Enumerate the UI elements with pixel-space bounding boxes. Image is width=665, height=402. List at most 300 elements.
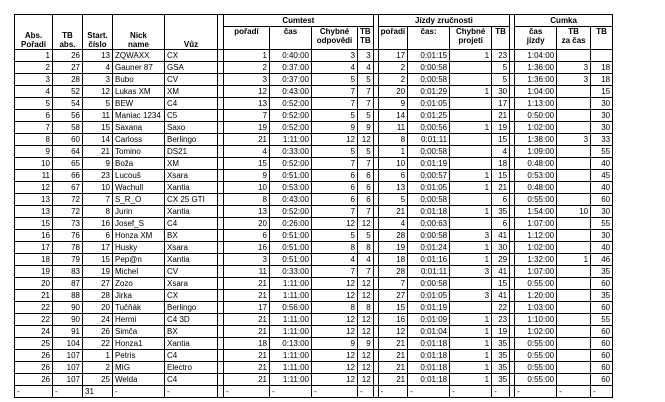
cell-ct-tb: 7 [358, 206, 374, 218]
header-jz-tb: TB [492, 27, 510, 50]
cell-jz-tb: 41 [492, 290, 510, 302]
table-row [15, 98, 613, 110]
cell-nick: Bubo [113, 74, 165, 86]
cell-start-cislo: 7 [83, 194, 113, 206]
cell-ct-cas: 0:33:00 [270, 146, 312, 158]
cell-ct-poradi: 12 [224, 86, 270, 98]
cell-cu-cas: 1:54:00 [515, 206, 557, 218]
cell-jz-chybne: 1 [450, 314, 492, 326]
cell-cu-cas: - [515, 386, 557, 398]
cell-abs-poradi: 4 [15, 86, 53, 98]
cell-start-cislo: 21 [83, 146, 113, 158]
cell-ct-poradi: 16 [224, 242, 270, 254]
cell-nick: Josef_S [113, 218, 165, 230]
cell-jz-chybne [450, 302, 492, 314]
cell-ct-poradi: 8 [224, 194, 270, 206]
cell-jz-tb: 5 [492, 74, 510, 86]
cell-cu-tb: 30 [591, 98, 613, 110]
cell-nick: Gauner 87 [113, 62, 165, 74]
cell-jz-poradi: 2 [378, 62, 407, 74]
cell-abs-poradi: 2 [15, 62, 53, 74]
cell-abs-poradi: 9 [15, 146, 53, 158]
cell-jz-cas: 0:01:18 [408, 362, 450, 374]
cell-ct-cas: 0:52:00 [270, 110, 312, 122]
cell-tb-abs: 79 [53, 254, 83, 266]
cell-jz-poradi: 20 [378, 86, 407, 98]
cell-vuz: Xantia [165, 254, 218, 266]
cell-ct-chybne: 12 [312, 326, 358, 338]
cell-start-cislo: 16 [83, 218, 113, 230]
cell-abs-poradi: 24 [15, 326, 53, 338]
cell-tb-abs: 107 [53, 362, 83, 374]
cell-ct-tb: 5 [358, 110, 374, 122]
cell-jz-poradi: 28 [378, 266, 407, 278]
table-row [15, 194, 613, 206]
cell-tb-abs: - [53, 386, 83, 398]
table-row [15, 206, 613, 218]
cell-ct-poradi: 21 [224, 314, 270, 326]
cell-nick: Jurin [113, 206, 165, 218]
cell-nick: - [113, 386, 165, 398]
cell-cu-cas: 1:09:00 [515, 146, 557, 158]
cell-jz-chybne: 3 [450, 290, 492, 302]
header-cu-cas: čas jízdy [515, 27, 557, 50]
cell-ct-chybne: 6 [312, 194, 358, 206]
cell-abs-poradi: 22 [15, 302, 53, 314]
cell-tb-abs: 87 [53, 278, 83, 290]
cell-cu-tb-zacas [557, 326, 591, 338]
cell-cu-cas: 1:36:00 [515, 62, 557, 74]
cell-ct-tb: 12 [358, 374, 374, 386]
table-row [15, 218, 613, 230]
cell-ct-chybne: 6 [312, 170, 358, 182]
cell-vuz: XM [165, 158, 218, 170]
cell-jz-chybne: 1 [450, 254, 492, 266]
cell-cu-tb-zacas [557, 290, 591, 302]
cell-ct-cas: 1:11:00 [270, 374, 312, 386]
cell-cu-tb: 30 [591, 110, 613, 122]
cell-abs-poradi: 10 [15, 158, 53, 170]
cell-jz-tb: 21 [492, 110, 510, 122]
cell-jz-tb: 6 [492, 194, 510, 206]
cell-vuz: Xantia [165, 206, 218, 218]
cell-ct-tb: 12 [358, 314, 374, 326]
cell-vuz: BX [165, 230, 218, 242]
cell-vuz: CX [165, 290, 218, 302]
cell-jz-chybne: 1 [450, 206, 492, 218]
cell-cu-tb: 18 [591, 62, 613, 74]
cell-nick: Husky [113, 242, 165, 254]
cell-ct-chybne: 4 [312, 62, 358, 74]
cell-ct-poradi: 15 [224, 158, 270, 170]
cell-jz-cas: 0:01:11 [408, 134, 450, 146]
cell-vuz: C4 [165, 98, 218, 110]
cell-abs-poradi: 26 [15, 350, 53, 362]
cell-jz-tb: 15 [492, 170, 510, 182]
cell-ct-poradi: 1 [224, 50, 270, 62]
cell-abs-poradi: 1 [15, 50, 53, 62]
cell-vuz: CX 25 GTI [165, 194, 218, 206]
cell-ct-tb: 7 [358, 266, 374, 278]
table-row [15, 122, 613, 134]
cell-nick: Welda [113, 374, 165, 386]
header-nick-name: Nick name [113, 15, 165, 50]
cell-jz-poradi: 21 [378, 374, 407, 386]
cell-ct-poradi: 13 [224, 98, 270, 110]
cell-ct-chybne: 8 [312, 302, 358, 314]
cell-cu-tb-zacas [557, 242, 591, 254]
cell-start-cislo: 6 [83, 230, 113, 242]
cell-cu-tb: 55 [591, 314, 613, 326]
cell-abs-poradi: 6 [15, 110, 53, 122]
cell-ct-poradi: 21 [224, 134, 270, 146]
header-start-cislo: Start. číslo [83, 15, 113, 50]
cell-vuz: Berlingo [165, 302, 218, 314]
cell-jz-tb: 41 [492, 266, 510, 278]
cell-cu-tb-zacas: - [557, 386, 591, 398]
cell-cu-tb: 30 [591, 122, 613, 134]
cell-vuz: C4 [165, 218, 218, 230]
cell-start-cislo: 31 [83, 386, 113, 398]
cell-jz-tb: 35 [492, 206, 510, 218]
cell-cu-cas: 1:12:00 [515, 230, 557, 242]
cell-jz-tb: 23 [492, 314, 510, 326]
cell-jz-poradi: 21 [378, 206, 407, 218]
cell-cu-tb: 35 [591, 290, 613, 302]
cell-start-cislo: 12 [83, 86, 113, 98]
group-cumka: Cumka [515, 15, 613, 27]
cell-tb-abs: 66 [53, 170, 83, 182]
cell-jz-poradi: 1 [378, 146, 407, 158]
cell-start-cislo: 25 [83, 374, 113, 386]
cell-cu-tb-zacas [557, 98, 591, 110]
cell-jz-poradi: 10 [378, 158, 407, 170]
cell-nick: Lucouš [113, 170, 165, 182]
cell-jz-poradi: 2 [378, 74, 407, 86]
cell-cu-cas: 1:20:00 [515, 290, 557, 302]
table-row [15, 338, 613, 350]
cell-ct-poradi: 21 [224, 374, 270, 386]
cell-ct-chybne: 12 [312, 218, 358, 230]
cell-ct-poradi: - [224, 386, 270, 398]
cell-cu-cas: 1:02:00 [515, 242, 557, 254]
cell-cu-cas: 1:07:00 [515, 218, 557, 230]
cell-cu-tb: 60 [591, 278, 613, 290]
cell-ct-cas: 0:51:00 [270, 254, 312, 266]
table-row [15, 62, 613, 74]
group-cumtest: Cumtest [224, 15, 374, 27]
cell-nick: Zozo [113, 278, 165, 290]
cell-abs-poradi: 7 [15, 122, 53, 134]
table-row [15, 254, 613, 266]
cell-ct-cas: 1:11:00 [270, 314, 312, 326]
header-ct-chybne: Chybné odpovědi [312, 27, 358, 50]
cell-nick: Boža [113, 158, 165, 170]
cell-nick: Hermi [113, 314, 165, 326]
cell-cu-cas: 1:38:00 [515, 134, 557, 146]
cell-cu-cas: 1:04:00 [515, 50, 557, 62]
cell-cu-tb: 60 [591, 374, 613, 386]
cell-cu-tb: 18 [591, 74, 613, 86]
header-ct-cas: čas [270, 27, 312, 50]
cell-cu-tb-zacas [557, 110, 591, 122]
cell-ct-poradi: 20 [224, 218, 270, 230]
cell-ct-cas: 0:56:00 [270, 302, 312, 314]
cell-ct-chybne: 12 [312, 362, 358, 374]
cell-cu-tb-zacas [557, 86, 591, 98]
cell-tb-abs: 28 [53, 74, 83, 86]
cell-cu-tb: 40 [591, 242, 613, 254]
cell-jz-tb: 35 [492, 350, 510, 362]
cell-abs-poradi: 11 [15, 170, 53, 182]
cell-jz-cas: 0:01:18 [408, 374, 450, 386]
cell-ct-tb: 5 [358, 230, 374, 242]
cell-cu-cas: 0:48:00 [515, 158, 557, 170]
cell-ct-chybne: 5 [312, 110, 358, 122]
cell-vuz: C4 [165, 350, 218, 362]
cell-tb-abs: 107 [53, 350, 83, 362]
cell-tb-abs: 90 [53, 302, 83, 314]
cell-ct-tb: 3 [358, 50, 374, 62]
cell-jz-cas: 0:00:58 [408, 278, 450, 290]
cell-jz-chybne [450, 110, 492, 122]
cell-cu-tb-zacas [557, 362, 591, 374]
cell-jz-poradi: 18 [378, 254, 407, 266]
cell-ct-tb: 5 [358, 146, 374, 158]
cell-vuz: Xsara [165, 242, 218, 254]
table-row [15, 134, 613, 146]
cell-ct-cas: 0:13:00 [270, 338, 312, 350]
cell-cu-tb-zacas: 3 [557, 74, 591, 86]
cell-ct-chybne: 5 [312, 146, 358, 158]
cell-jz-chybne: 1 [450, 326, 492, 338]
cell-ct-tb: 12 [358, 290, 374, 302]
cell-cu-tb: 15 [591, 86, 613, 98]
cell-cu-cas: 1:02:00 [515, 122, 557, 134]
cell-tb-abs: 60 [53, 134, 83, 146]
cell-tb-abs: 65 [53, 158, 83, 170]
cell-ct-poradi: 10 [224, 182, 270, 194]
table-row [15, 158, 613, 170]
cell-ct-cas: 0:51:00 [270, 242, 312, 254]
cell-abs-poradi: 3 [15, 74, 53, 86]
cell-vuz: Xsara [165, 278, 218, 290]
cell-tb-abs: 76 [53, 230, 83, 242]
cell-jz-cas: 0:01:29 [408, 86, 450, 98]
header-ct-tb: TB TB [358, 27, 374, 50]
cell-jz-poradi: 9 [378, 98, 407, 110]
cell-jz-tb: 17 [492, 98, 510, 110]
cell-vuz: Saxo [165, 122, 218, 134]
cell-start-cislo: 9 [83, 158, 113, 170]
table-row [15, 230, 613, 242]
cell-jz-cas: 0:01:04 [408, 326, 450, 338]
table-row [15, 74, 613, 86]
cell-ct-poradi: 21 [224, 290, 270, 302]
cell-cu-tb-zacas [557, 50, 591, 62]
cell-jz-cas: 0:01:09 [408, 314, 450, 326]
cell-cu-tb-zacas [557, 122, 591, 134]
results-table [14, 14, 613, 398]
cell-nick: Wachull [113, 182, 165, 194]
cell-abs-poradi: 12 [15, 182, 53, 194]
cell-cu-tb: 40 [591, 182, 613, 194]
cell-ct-poradi: 7 [224, 110, 270, 122]
cell-start-cislo: 17 [83, 242, 113, 254]
cell-jz-cas: 0:01:11 [408, 266, 450, 278]
cell-ct-chybne: 5 [312, 230, 358, 242]
cell-jz-tb: 41 [492, 230, 510, 242]
cell-jz-cas: 0:00:57 [408, 170, 450, 182]
header-jz-cas: čas: [408, 27, 450, 50]
cell-cu-cas: 0:55:00 [515, 338, 557, 350]
cell-vuz: CV [165, 74, 218, 86]
cell-cu-tb: 60 [591, 362, 613, 374]
cell-nick: Michel [113, 266, 165, 278]
cell-jz-poradi: 19 [378, 242, 407, 254]
cell-ct-chybne: 5 [312, 74, 358, 86]
cell-vuz: XM [165, 86, 218, 98]
cell-jz-chybne: 1 [450, 242, 492, 254]
cell-ct-chybne: 12 [312, 350, 358, 362]
cell-jz-cas: 0:00:56 [408, 122, 450, 134]
cell-ct-poradi: 9 [224, 170, 270, 182]
cell-start-cislo: 26 [83, 326, 113, 338]
cell-abs-poradi: 16 [15, 230, 53, 242]
cell-ct-chybne: 3 [312, 50, 358, 62]
cell-vuz: Xsara [165, 170, 218, 182]
cell-ct-poradi: 18 [224, 338, 270, 350]
cell-ct-poradi: 21 [224, 326, 270, 338]
header-ct-poradi: pořadí [224, 27, 270, 50]
cell-ct-chybne: 12 [312, 290, 358, 302]
cell-cu-cas: 1:03:00 [515, 302, 557, 314]
cell-jz-poradi: 7 [378, 278, 407, 290]
cell-tb-abs: 107 [53, 374, 83, 386]
cell-cu-cas: 0:55:00 [515, 278, 557, 290]
cell-cu-tb-zacas [557, 374, 591, 386]
cell-cu-cas: 1:36:00 [515, 74, 557, 86]
cell-ct-tb: 7 [358, 158, 374, 170]
cell-tb-abs: 54 [53, 98, 83, 110]
cell-tb-abs: 78 [53, 242, 83, 254]
cell-nick: Jirka [113, 290, 165, 302]
cell-vuz: GSA [165, 62, 218, 74]
cell-ct-cas: 1:11:00 [270, 326, 312, 338]
cell-nick: Honza XM [113, 230, 165, 242]
cell-cu-tb-zacas [557, 230, 591, 242]
cell-abs-poradi: 13 [15, 194, 53, 206]
cell-start-cislo: 14 [83, 134, 113, 146]
cell-jz-tb: 29 [492, 254, 510, 266]
cell-cu-cas: 0:55:00 [515, 194, 557, 206]
cell-abs-poradi: 25 [15, 338, 53, 350]
cell-cu-cas: 1:32:00 [515, 254, 557, 266]
cell-start-cislo: 22 [83, 338, 113, 350]
cell-jz-poradi: 21 [378, 338, 407, 350]
cell-start-cislo: 2 [83, 362, 113, 374]
cell-ct-chybne: 7 [312, 206, 358, 218]
cell-abs-poradi: 13 [15, 206, 53, 218]
cell-abs-poradi: 19 [15, 266, 53, 278]
cell-ct-chybne: 7 [312, 86, 358, 98]
cell-ct-chybne: 6 [312, 182, 358, 194]
cell-tb-abs: 26 [53, 50, 83, 62]
cell-jz-cas: 0:01:05 [408, 182, 450, 194]
cell-cu-tb-zacas [557, 278, 591, 290]
cell-jz-poradi: 21 [378, 362, 407, 374]
cell-ct-chybne: 12 [312, 314, 358, 326]
cell-cu-tb-zacas [557, 158, 591, 170]
cell-nick: S_R_O [113, 194, 165, 206]
cell-start-cislo: 1 [83, 350, 113, 362]
cell-jz-poradi: 15 [378, 302, 407, 314]
cell-cu-cas: 0:48:00 [515, 182, 557, 194]
cell-tb-abs: 27 [53, 62, 83, 74]
cell-jz-cas: 0:00:63 [408, 218, 450, 230]
cell-ct-cas: 0:33:00 [270, 266, 312, 278]
cell-tb-abs: 64 [53, 146, 83, 158]
cell-ct-cas: 1:11:00 [270, 278, 312, 290]
cell-start-cislo: 24 [83, 314, 113, 326]
cell-abs-poradi: 15 [15, 218, 53, 230]
cell-ct-cas: 0:37:00 [270, 74, 312, 86]
cell-start-cislo: 5 [83, 98, 113, 110]
cell-jz-poradi: 14 [378, 110, 407, 122]
cell-tb-abs: 67 [53, 182, 83, 194]
cell-ct-poradi: 6 [224, 230, 270, 242]
cell-ct-cas: 0:37:00 [270, 62, 312, 74]
cell-abs-poradi: 26 [15, 362, 53, 374]
cell-ct-cas: 0:51:00 [270, 230, 312, 242]
cell-start-cislo: 15 [83, 254, 113, 266]
cell-tb-abs: 91 [53, 326, 83, 338]
cell-ct-cas: 0:26:00 [270, 218, 312, 230]
header-abs-poradi: Abs. Pořadí [15, 15, 53, 50]
cell-cu-tb-zacas [557, 302, 591, 314]
cell-cu-tb-zacas [557, 146, 591, 158]
cell-ct-poradi: 11 [224, 266, 270, 278]
cell-ct-chybne: 7 [312, 98, 358, 110]
cell-ct-cas: 0:40:00 [270, 50, 312, 62]
table-row [15, 170, 613, 182]
cell-ct-poradi: 21 [224, 350, 270, 362]
cell-vuz: BX [165, 326, 218, 338]
cell-jz-cas: 0:01:19 [408, 158, 450, 170]
cell-cu-tb: 60 [591, 350, 613, 362]
cell-jz-tb: - [492, 386, 510, 398]
cell-jz-chybne: 1 [450, 362, 492, 374]
cell-cu-cas: 0:55:00 [515, 362, 557, 374]
cell-jz-chybne: 1 [450, 182, 492, 194]
cell-jz-cas: - [408, 386, 450, 398]
table-row [15, 110, 613, 122]
cell-jz-chybne: 1 [450, 170, 492, 182]
cell-nick: Maniac 1234 [113, 110, 165, 122]
table-row [15, 290, 613, 302]
header-cu-tb: TB [591, 27, 613, 50]
table-row [15, 266, 613, 278]
cell-jz-tb: 18 [492, 158, 510, 170]
cell-abs-poradi: 20 [15, 278, 53, 290]
cell-jz-poradi: 6 [378, 170, 407, 182]
cell-ct-tb: 12 [358, 218, 374, 230]
table-row [15, 278, 613, 290]
cell-jz-cas: 0:01:24 [408, 242, 450, 254]
cell-tb-abs: 90 [53, 314, 83, 326]
cell-vuz: CV [165, 266, 218, 278]
cell-start-cislo: 13 [83, 50, 113, 62]
